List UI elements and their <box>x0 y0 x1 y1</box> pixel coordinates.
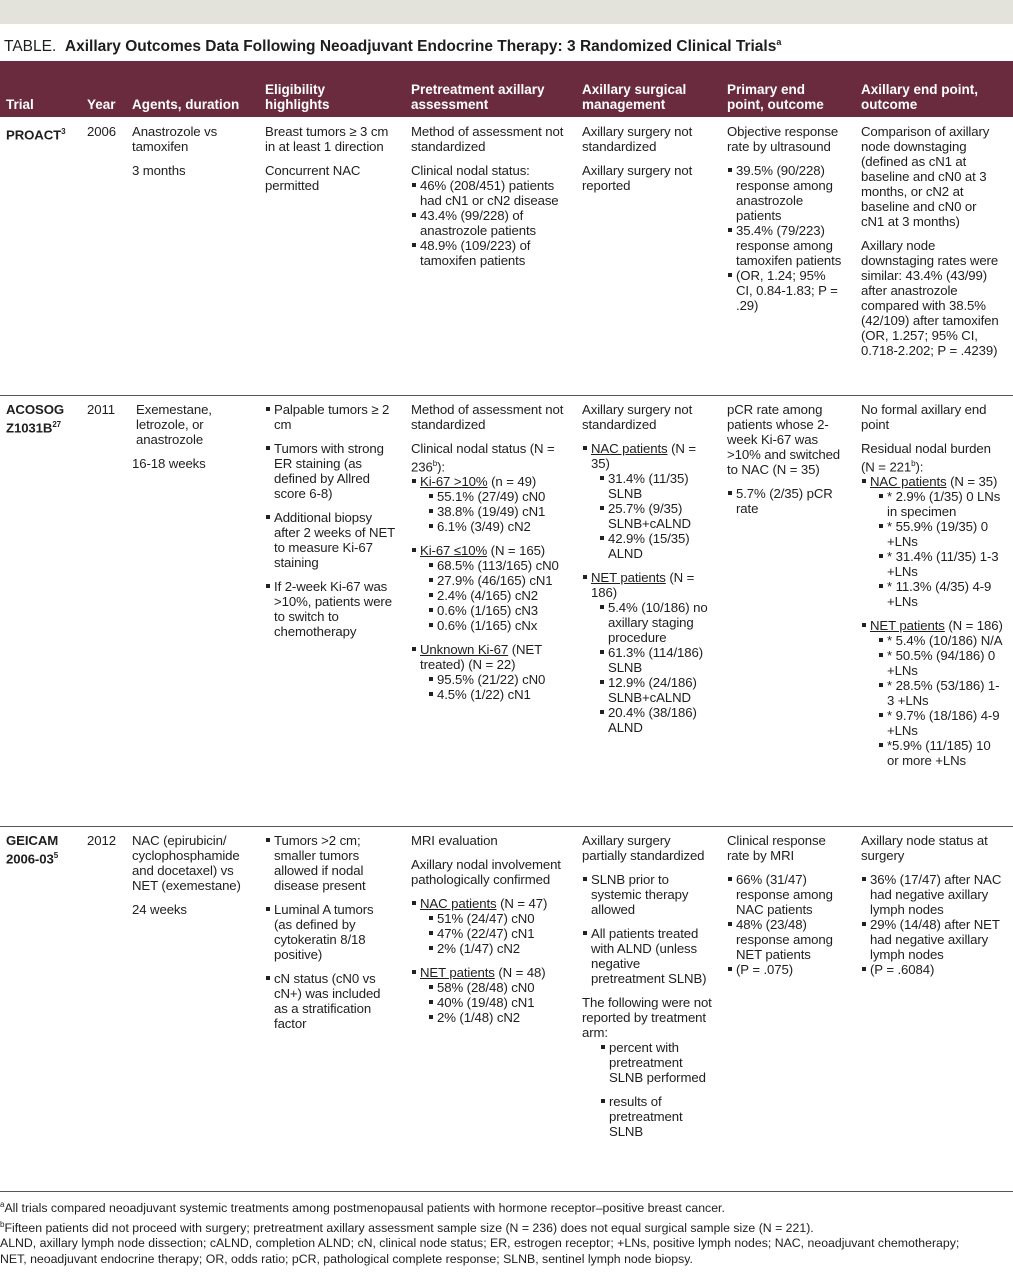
header-primary: Primary end point, outcome <box>727 82 824 112</box>
trial-year: 2011 <box>87 402 115 417</box>
primary-cell: pCR rate among patients whose 2-week Ki-67 was >10% and switched to NAC (N = 35) 5.7% (2/35) pCR rate <box>727 402 845 525</box>
list-item: NAC patients (N = 47) 51% (24/47) cN0 47% (22/47) cN1 2% (1/47) cN2 <box>411 896 576 956</box>
row-divider <box>0 826 1013 827</box>
footnote-b: $^b$Fifteen patients did not proceed with surgery; pretreatment axillary assessment sample size (N = 236) does not equal surgical sample size (N = 221). <box>0 1219 814 1235</box>
header-pretreatment: Pretreatment axillary assessment <box>411 82 545 112</box>
list-item: (P = .075) <box>727 962 845 977</box>
surgical-cell: Axillary surgery not standardized NAC patients (N = 35) 31.4% (11/35) SLNB 25.7% (9/35) SLNB+cALND 42.9% (15/35) ALND NET patients (N = 186) 5.4% (10/186) no axillary staging procedure 61.3% (114/186) SLNB 12.9% (24/186) SLNB+cALND 20.4% (38/186) ALND <box>582 402 714 744</box>
list-item: Tumors >2 cm; smaller tumors allowed if nodal disease present <box>265 833 395 893</box>
row-divider <box>0 1191 1013 1192</box>
list-item: 35.4% (79/223) response among tamoxifen patients <box>727 223 845 268</box>
list-item: 66% (31/47) response among NAC patients <box>727 872 845 917</box>
axillary-cell: Axillary node status at surgery 36% (17/47) after NAC had negative axillary lymph nodes 29% (14/48) after NET had negative axillary lymph nodes (P = .6084) <box>861 833 1002 977</box>
surgical-cell: Axillary surgery partially standardized SLNB prior to systemic therapy allowed All patients treated with ALND (unless negative pretreatment SLNB) The following were not reported by treatment arm: percent with pretreatment SLNB performed results of pretreatment SLNB <box>582 833 714 1148</box>
list-item: NAC patients (N = 35) 31.4% (11/35) SLNB 25.7% (9/35) SLNB+cALND 42.9% (15/35) ALND <box>582 441 714 561</box>
list-item: 48% (23/48) response among NET patients <box>727 917 845 962</box>
primary-cell: Clinical response rate by MRI 66% (31/47) response among NAC patients 48% (23/48) response among NET patients (P = .075) <box>727 833 845 986</box>
agents-cell: NAC (epirubicin/ cyclophosphamide and docetaxel) vs NET (exemestane) 24 weeks <box>132 833 241 917</box>
pretreatment-cell: Method of assessment not standardized Clinical nodal status $(N = 236^b)$: Ki-67 >10% (n = 49) 55.1% (27/49) cN0 38.8% (19/49) cN1 6.1% (3/49) cN2 Ki-67 ≤10% (N = 165) 68.5% (113/165) cN0 27.9% (46/165) cN1 2.4% (4/165) cN2 0.6% (1/165) cN3 0.6% (1/165) cNx Unknown Ki-67 (NET treated) (N = 22) 95.5% (21/22) cN0 4.5% (1/22) cN1 <box>411 402 576 711</box>
list-item: SLNB prior to systemic therapy allowed <box>582 872 714 917</box>
trial-name: GEICAM $2006-03^5$ <box>6 833 59 867</box>
agents-cell: Exemestane, letrozole, or anastrozole 16-18 weeks <box>132 402 212 471</box>
list-item: 39.5% (90/228) response among anastrozole patients <box>727 163 845 223</box>
table-header <box>0 61 1013 117</box>
list-item: NET patients (N = 48) 58% (28/48) cN0 40% (19/48) cN1 2% (1/48) cN2 <box>411 965 576 1025</box>
axillary-cell: Comparison of axillary node downstaging (defined as cN1 at baseline and cN0 at 3 months, or cN2 at baseline and cN0 or cN1 at 3 months) Axillary node downstaging rates were similar: 43.4% (43/99) after anastrozole compared with 38.5% (42/109) after tamoxifen (OR, 1.257; 95% CI, 0.718-2.202; P = .4239) <box>861 124 999 358</box>
surgical-cell: Axillary surgery not standardized Axillary surgery not reported <box>582 124 693 193</box>
list-item: 29% (14/48) after NET had negative axillary lymph nodes <box>861 917 1003 962</box>
list-item: Ki-67 >10% (n = 49) 55.1% (27/49) cN0 38.8% (19/49) cN1 6.1% (3/49) cN2 <box>411 474 576 534</box>
agents-cell: Anastrozole vs tamoxifen 3 months <box>132 124 218 178</box>
row-divider <box>0 395 1013 396</box>
header-agents: Agents, duration <box>132 97 240 112</box>
list-item: 5.7% (2/35) pCR rate <box>727 486 845 516</box>
primary-cell: Objective response rate by ultrasound 39.5% (90/228) response among anastrozole patients 35.4% (79/223) response among tamoxifen patients (OR, 1.24; 95% CI, 0.84-1.83; P = .29) <box>727 124 845 322</box>
header-axillary: Axillary end point, outcome <box>861 82 979 112</box>
list-item: cN status (cN0 vs cN+) was included as a stratification factor <box>265 971 395 1031</box>
eligibility-cell <box>265 833 395 1040</box>
list-item: NET patients (N = 186) 5.4% (10/186) no axillary staging procedure 61.3% (114/186) SLNB 12.9% (24/186) SLNB+cALND 20.4% (38/186) ALND <box>582 570 714 735</box>
list-item: 46% (208/451) patients had cN1 or cN2 disease <box>411 178 576 208</box>
header-year: Year <box>87 97 116 112</box>
footnote-a: $^a$All trials compared neoadjuvant systemic treatments among postmenopausal patients with hormone receptor–positive breast cancer. <box>0 1200 725 1216</box>
pretreatment-cell: MRI evaluation Axillary nodal involvement pathologically confirmed NAC patients (N = 47) 51% (24/47) cN0 47% (22/47) cN1 2% (1/47) cN2 NET patients (N = 48) 58% (28/48) cN0 40% (19/48) cN1 2% (1/48) cN2 <box>411 833 576 1034</box>
pretreatment-cell: Method of assessment not standardized Clinical nodal status: 46% (208/451) patients had cN1 or cN2 disease 43.4% (99/228) of anastrozole patients 48.9% (109/223) of tamoxifen patients <box>411 124 576 277</box>
list-item: (P = .6084) <box>861 962 1003 977</box>
list-item: Additional biopsy after 2 weeks of NET to measure Ki-67 staining <box>265 510 395 570</box>
list-item: Unknown Ki-67 (NET treated) (N = 22) 95.5% (21/22) cN0 4.5% (1/22) cN1 <box>411 642 576 702</box>
list-item: Ki-67 ≤10% (N = 165) 68.5% (113/165) cN0 27.9% (46/165) cN1 2.4% (4/165) cN2 0.6% (1/165) cN3 0.6% (1/165) cNx <box>411 543 576 633</box>
abbreviations-cont: NET, neoadjuvant endocrine therapy; OR, odds ratio; pCR, pathological complete response; SLNB, sentinel lymph node biopsy. <box>0 1251 693 1266</box>
list-item: If 2-week Ki-67 was >10%, patients were to switch to chemotherapy <box>265 579 395 639</box>
list-item: NET patients (N = 186) * 5.4% (10/186) N/A * 50.5% (94/186) 0 +LNs * 28.5% (53/186) 1-3 +LNs * 9.7% (18/186) 4-9 +LNs *5.9% (11/185) 10 or more +LNs <box>861 618 1003 768</box>
header-surgical: Axillary surgical management <box>582 82 687 112</box>
top-band <box>0 0 1013 24</box>
footnotes <box>0 1197 1013 1267</box>
trial-year: 2012 <box>87 833 116 848</box>
eligibility-cell: Breast tumors ≥ 3 cm in at least 1 direction Concurrent NAC permitted <box>265 124 389 193</box>
trial-name: ACOSOG $Z1031B^{27}$ <box>6 402 65 436</box>
list-item: Luminal A tumors (as defined by cytokeratin 8/18 positive) <box>265 902 395 962</box>
table-title: TABLE. Axillary Outcomes Data Following Neoadjuvant Endocrine Therapy: 3 Randomized Clinical Trials$^a$ <box>4 37 782 56</box>
list-item: Palpable tumors ≥ 2 cm <box>265 402 395 432</box>
list-item: 36% (17/47) after NAC had negative axillary lymph nodes <box>861 872 1003 917</box>
axillary-cell: No formal axillary end point Residual nodal burden $(N = 221^b)$: NAC patients (N = 35) * 2.9% (1/35) 0 LNs in specimen * 55.9% (19/35) 0 +LNs * 31.4% (11/35) 1-3 +LNs * 11.3% (4/35) 4-9 +LNs NET patients (N = 186) * 5.4% (10/186) N/A * 50.5% (94/186) 0 +LNs * 28.5% (53/186) 1-3 +LNs * 9.7% (18/186) 4-9 +LNs *5.9% (11/185) 10 or more +LNs <box>861 402 1003 769</box>
header-eligibility: Eligibility highlights <box>265 82 330 112</box>
list-item: Tumors with strong ER staining (as defined by Allred score 6-8) <box>265 441 395 501</box>
trial-year: 2006 <box>87 124 116 139</box>
abbreviations: ALND, axillary lymph node dissection; cALND, completion ALND; cN, clinical node status; ER, estrogen receptor; +LNs, positive lymph nodes; NAC, neoadjuvant chemotherapy; <box>0 1236 960 1251</box>
list-item: All patients treated with ALND (unless negative pretreatment SLNB) <box>582 926 714 986</box>
list-item: 48.9% (109/223) of tamoxifen patients <box>411 238 576 268</box>
list-item: (OR, 1.24; 95% CI, 0.84-1.83; P = .29) <box>727 268 845 313</box>
header-trial: Trial <box>6 97 34 112</box>
eligibility-cell <box>265 402 395 648</box>
trial-name: PROACT$^3$ <box>6 127 66 143</box>
list-item: 43.4% (99/228) of anastrozole patients <box>411 208 576 238</box>
list-item: NAC patients (N = 35) * 2.9% (1/35) 0 LNs in specimen * 55.9% (19/35) 0 +LNs * 31.4% (11/35) 1-3 +LNs * 11.3% (4/35) 4-9 +LNs <box>861 474 1003 609</box>
